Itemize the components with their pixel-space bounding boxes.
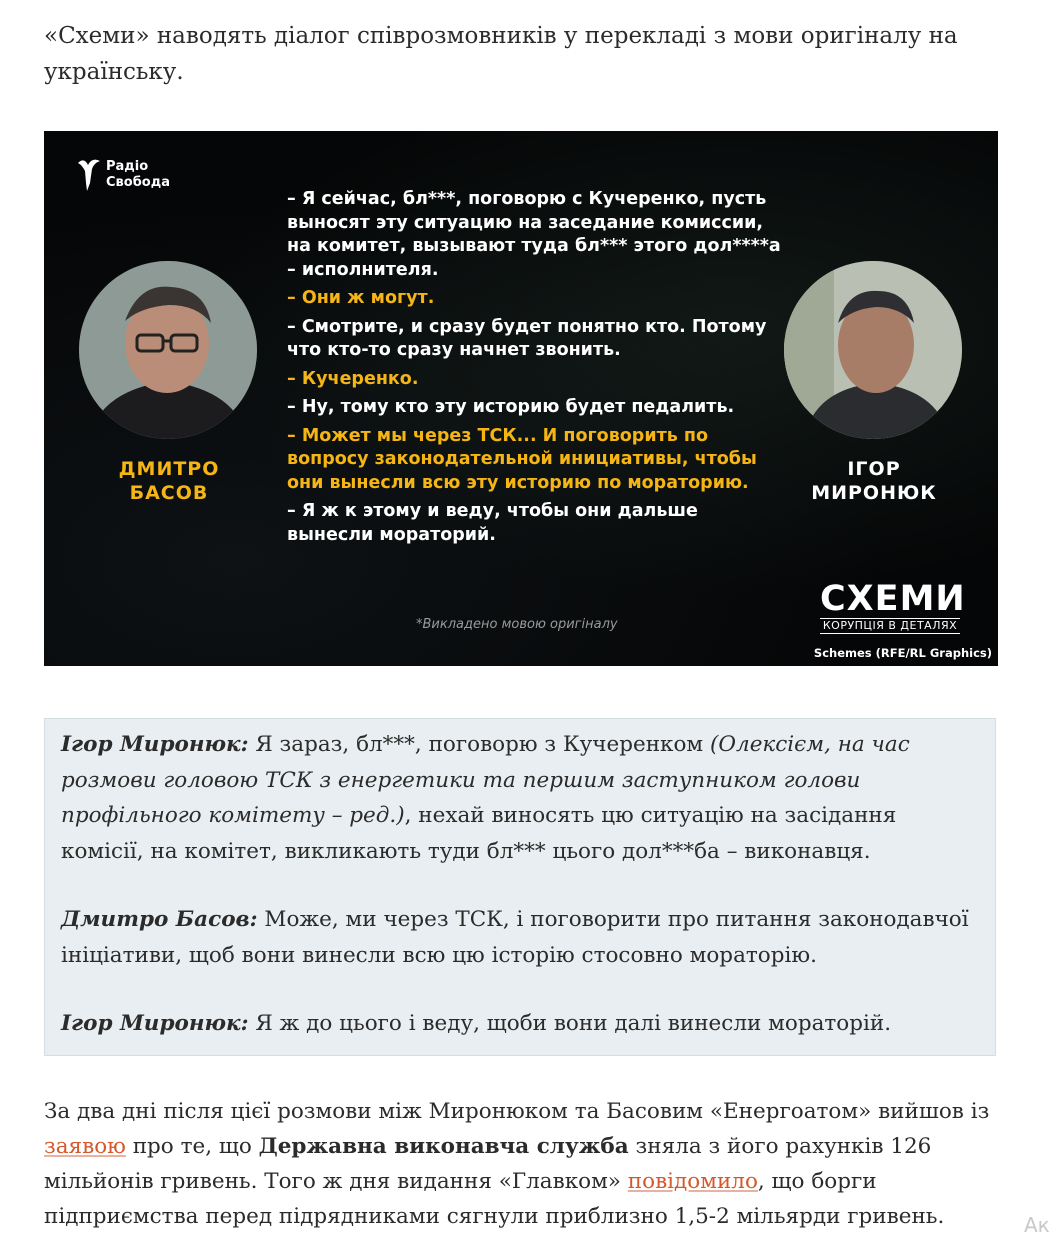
dialog-line: – Кучеренко. (287, 368, 419, 389)
text-segment: зняла з його рахунків 126 мільйонів гривень. Того ж дня видання «Главком» (44, 1134, 932, 1194)
portrait-dmytro-basov (79, 261, 257, 439)
name-line-2: БАСОВ (129, 482, 209, 504)
radio-svoboda-logo (74, 153, 170, 193)
name-line-1: ІГОР (847, 458, 901, 480)
schemes-subtitle: КОРУПЦІЯ В ДЕТАЛЯХ (820, 618, 960, 634)
dialog-line: – Я ж к этому и веду, чтобы они дальше вынесли мораторий. (287, 501, 698, 545)
quote-paragraph (61, 727, 979, 869)
logo-line-1: Радіо (106, 159, 149, 174)
bold-text: Державна виконавча служба (258, 1134, 629, 1159)
editor-note: (Олексієм, на час розмови головою ТСК з енергетики та першим заступником голови профільного комітету – ред.) (61, 732, 910, 828)
schemes-logo (820, 579, 966, 634)
dialog-line: – Смотрите, и сразу будет понятно кто. Потому что кто-то сразу начнет звонить. (287, 316, 767, 360)
quote-paragraph (61, 902, 979, 973)
name-dmytro-basov (69, 457, 269, 505)
portrait-ihor-myroniuk (784, 261, 962, 439)
dialog-line: – Может мы через ТСК... И поговорить по вопросу законодательной инициативы, чтобы они вынесли всю эту историю по мораторию. (287, 425, 757, 493)
quote-text: Може, ми через ТСК, і поговорити про питання законодавчої ініціативи, щоб вони винесли всю цю історію стосовно мораторію. (61, 907, 969, 968)
quote-paragraph (61, 1006, 979, 1042)
text-segment: , що борги підприємства перед підрядниками сягнули приблизно 1,5-2 мільярди гривень. (44, 1169, 945, 1229)
statement-link[interactable]: заявою (44, 1134, 126, 1159)
person-silhouette-icon (784, 261, 962, 439)
dialog-line: – Они ж могут. (287, 288, 435, 308)
schemes-title: СХЕМИ (820, 579, 966, 619)
speaker-name: Дмитро Басов: (61, 907, 258, 932)
quote-text: Я зараз, бл***, поговорю з Кучеренком (248, 732, 710, 757)
speaker-name: Ігор Миронюк: (61, 1011, 249, 1036)
reported-link[interactable]: повідомило (627, 1169, 758, 1194)
name-line-1: ДМИТРО (118, 458, 220, 480)
intro-paragraph: «Схеми» наводять діалог співрозмовників у перекладі з мови оригіналу на українську. (44, 23, 958, 85)
dialog-line: – Я сейчас, бл***, поговорю с Кучеренко, пусть выносят эту ситуацию на заседание комиссии, на комитет, вызывают туда бл*** этого дол****а – исполнителя. (287, 189, 781, 280)
person-silhouette-icon (79, 261, 257, 439)
speaker-name: Ігор Миронюк: (61, 732, 249, 757)
quote-text: Я ж до цього і веду, щоби вони далі винесли мораторій. (248, 1011, 892, 1036)
name-line-2: МИРОНЮК (811, 482, 937, 504)
dialog-infographic (44, 131, 998, 666)
original-language-footnote: *Викладено мовою оригіналу (416, 617, 618, 632)
graphics-credit: Schemes (RFE/RL Graphics) (813, 646, 992, 660)
quote-text: , нехай виносять цю ситуацію на засідання комісії, на комітет, викликають туди бл*** цього дол***ба – виконавця. (61, 803, 897, 864)
body-paragraph (44, 1094, 1004, 1234)
dialog-line: – Ну, тому кто эту историю будет педалить. (287, 397, 735, 417)
text-segment: За два дні після цієї розмови між Миронюком та Басовим «Енергоатом» вийшов із (44, 1099, 990, 1124)
translated-dialog-box (44, 718, 996, 1056)
name-ihor-myroniuk (779, 457, 969, 505)
logo-line-2: Свобода (106, 175, 170, 190)
radio-svoboda-icon (74, 153, 102, 193)
text-segment: про те, що (125, 1134, 259, 1159)
cropped-edge-text: Ак (1024, 1213, 1050, 1237)
dialog-lines (287, 188, 787, 552)
